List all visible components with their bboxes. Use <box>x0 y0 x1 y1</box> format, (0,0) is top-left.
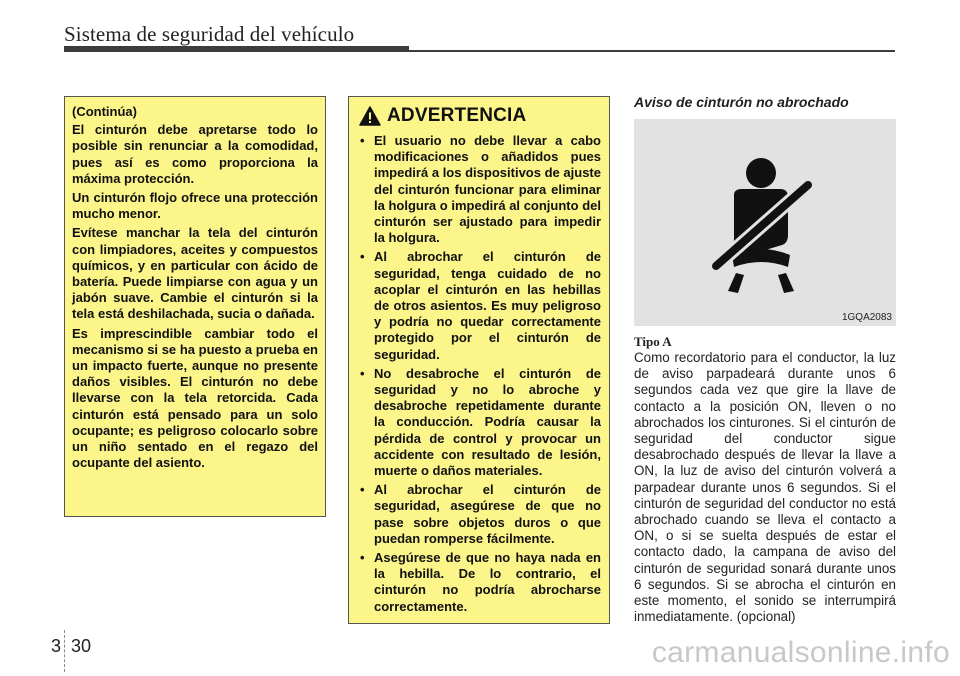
warning-box <box>348 96 610 624</box>
caution-paragraph: Un cinturón flojo ofrece una protección mucho menor. <box>72 190 318 222</box>
continued-label: (Continúa) <box>72 104 137 119</box>
bullet: • <box>360 133 365 148</box>
footer-separator <box>64 630 65 672</box>
bullet: • <box>360 482 365 498</box>
seatbelt-warning-icon <box>704 151 829 301</box>
header-rule-thick <box>64 46 409 52</box>
warning-item <box>357 482 601 547</box>
bullet: • <box>360 550 365 566</box>
warning-item <box>357 366 601 479</box>
page-header-title: Sistema de seguridad del vehículo <box>64 22 355 46</box>
watermark: carmanualsonline.info <box>651 636 950 669</box>
bullet: • <box>360 249 365 265</box>
warning-item-text: Al abrochar el cinturón de seguridad, asegúrese de que no pase sobre objetos duros o que puedan romperse fácilmente. <box>374 482 601 546</box>
body-paragraph: Como recordatorio para el conductor, la luz de aviso parpadeará durante unos 6 segundos cada vez que gire la llave de contacto a la posición ON, lleven o no abrochados los cinturones. Si el cinturón de seguridad del conductor sigue desabrochado después de llevar la llave a ON, la luz de aviso del cinturón volverá a parpadear durante unos 6 segundos. Si el cinturón de seguridad del conductor no está abrochado cuando se lleva el contacto a ON, o si se suelta después de estar el contacto dado, la campana de aviso del cinturón de seguridad sonará durante unos 6 segundos. Si se abrocha el cinturón en este momento, el sonido se interrumpirá inmediatamente. (opcional) <box>634 350 896 625</box>
bullet: • <box>360 365 365 381</box>
warning-item-text: No desabroche el cinturón de seguridad y no lo abroche y desabroche repetidamente durante la conducción. Podría causar la pérdida de control y provocar un accidente con resultado de lesión, muerte o daños materiales. <box>374 365 601 479</box>
warning-item-text: El usuario no debe llevar a cabo modificaciones o añadidos pues impedirá a los dispositivos de ajuste del cinturón funcionar para eliminar la holgura o impedirá al conjunto del cinturón ser ajustado para impedir la holgura. <box>374 133 601 246</box>
warning-item-text: Asegúrese de que no haya nada en la hebilla. De lo contrario, el cinturón no podría abrocharse correctamente. <box>374 550 601 614</box>
continued-caution-box <box>64 96 326 517</box>
warning-item <box>357 133 601 246</box>
warning-list <box>357 133 601 615</box>
caution-paragraph: Evítese manchar la tela del cinturón con limpiadores, aceites y compuestos químicos, y en particular con ácido de batería. Puede limpiarse con agua y un jabón suave. Cambie el cinturón si la tela está deshilachada, sucia o dañada. <box>72 225 318 322</box>
warning-item <box>357 249 601 362</box>
section-title: Aviso de cinturón no abrochado <box>634 94 849 110</box>
caution-paragraph: Es imprescindible cambiar todo el mecanismo si se ha puesto a prueba en un impacto fuerte, aunque no presente daños visibles. El cinturón no debe llevarse con la tela retorcida. Cada cinturón está pensado para un solo ocupante; es peligroso colocarlo sobre un niño sentado en el regazo del ocupante del asiento. <box>72 325 318 471</box>
warning-item <box>357 550 601 615</box>
seatbelt-figure <box>634 119 896 326</box>
subheading: Tipo A <box>634 334 672 349</box>
warning-triangle-icon <box>359 106 381 126</box>
caution-paragraph: El cinturón debe apretarse todo lo posible sin renunciar a la comodidad, pues así es como proporciona la máxima protección. <box>72 122 318 186</box>
warning-item-text: Al abrochar el cinturón de seguridad, tenga cuidado de no acoplar el cinturón en las hebillas de otros asientos. Es muy peligroso y podría no quedar correctamente protegido por el cinturón de seguridad. <box>374 249 601 362</box>
warning-title: ADVERTENCIA <box>387 105 527 126</box>
page-number: 30 <box>71 636 92 656</box>
figure-code: 1GQA2083 <box>841 312 892 323</box>
header-rule-thin <box>409 50 895 52</box>
warning-header <box>359 105 601 127</box>
chapter-number: 3 <box>51 636 62 656</box>
